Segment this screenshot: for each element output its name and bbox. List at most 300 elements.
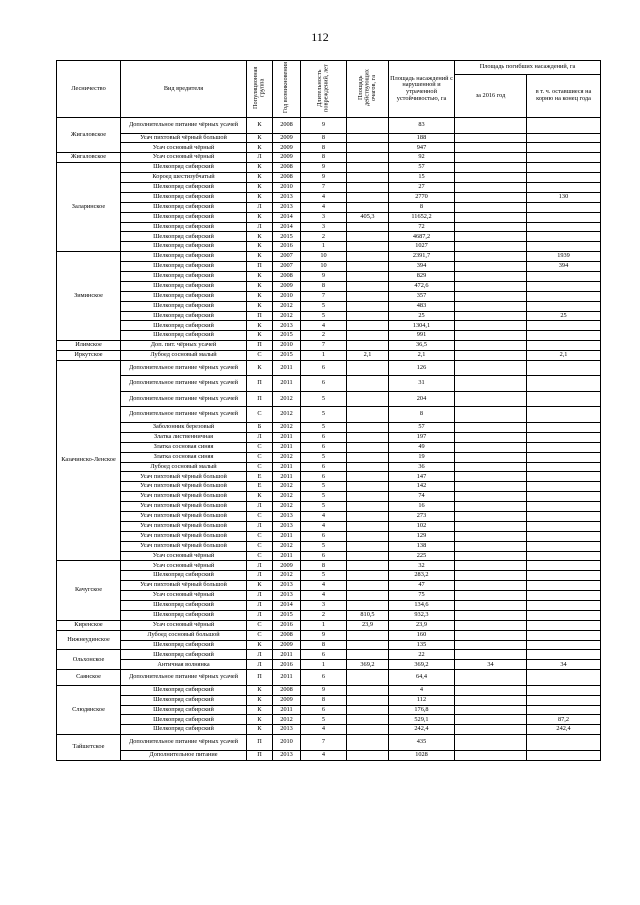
duration-cell: 8 bbox=[301, 640, 347, 650]
duration-cell: 4 bbox=[301, 321, 347, 331]
area-dead-2016-cell bbox=[455, 222, 527, 232]
duration-cell: 6 bbox=[301, 472, 347, 482]
group-cell: К bbox=[247, 321, 273, 331]
year-cell: 2009 bbox=[273, 133, 301, 143]
group-cell: К bbox=[247, 242, 273, 252]
area-active-cell bbox=[347, 561, 389, 571]
duration-cell: 6 bbox=[301, 551, 347, 561]
group-cell: С bbox=[247, 512, 273, 522]
year-cell: 2011 bbox=[273, 531, 301, 541]
page-number: 112 bbox=[311, 30, 329, 44]
year-cell: 2015 bbox=[273, 351, 301, 361]
area-active-cell bbox=[347, 118, 389, 134]
duration-cell: 4 bbox=[301, 750, 347, 760]
header-area-damaged: Площадь насаждений с нарушенной и утраченной устойчивостью, га bbox=[389, 61, 455, 118]
group-cell: Л bbox=[247, 561, 273, 571]
year-cell: 2012 bbox=[273, 541, 301, 551]
pest-cell: Шелкопряд сибирский bbox=[121, 252, 247, 262]
area-dead-remaining-cell bbox=[527, 360, 601, 376]
area-dead-2016-cell bbox=[455, 695, 527, 705]
group-cell: Л bbox=[247, 610, 273, 620]
group-cell: К bbox=[247, 271, 273, 281]
table-row bbox=[57, 512, 601, 522]
area-dead-2016-cell bbox=[455, 192, 527, 202]
year-cell: 2015 bbox=[273, 610, 301, 620]
area-damaged-cell: 75 bbox=[389, 591, 455, 601]
area-dead-2016-cell bbox=[455, 610, 527, 620]
area-active-cell bbox=[347, 143, 389, 153]
pest-cell: Шелкопряд сибирский bbox=[121, 650, 247, 660]
year-cell: 2012 bbox=[273, 452, 301, 462]
area-active-cell bbox=[347, 173, 389, 183]
area-dead-2016-cell bbox=[455, 650, 527, 660]
pest-cell: Шелкопряд сибирский bbox=[121, 331, 247, 341]
area-dead-remaining-cell bbox=[527, 695, 601, 705]
duration-cell: 2 bbox=[301, 331, 347, 341]
table-row bbox=[57, 192, 601, 202]
area-dead-remaining-cell bbox=[527, 301, 601, 311]
table-row bbox=[57, 640, 601, 650]
area-dead-2016-cell bbox=[455, 512, 527, 522]
pest-cell: Усач пихтовый чёрный большой bbox=[121, 581, 247, 591]
duration-cell: 10 bbox=[301, 262, 347, 272]
pest-cell: Усач сосновый чёрный bbox=[121, 143, 247, 153]
area-damaged-cell: 2391,7 bbox=[389, 252, 455, 262]
year-cell: 2010 bbox=[273, 182, 301, 192]
duration-cell: 5 bbox=[301, 407, 347, 423]
area-active-cell: 405,3 bbox=[347, 212, 389, 222]
table-row bbox=[57, 531, 601, 541]
duration-cell: 2 bbox=[301, 610, 347, 620]
duration-cell: 5 bbox=[301, 452, 347, 462]
table-row bbox=[57, 432, 601, 442]
area-dead-remaining-cell bbox=[527, 541, 601, 551]
area-damaged-cell: 22 bbox=[389, 650, 455, 660]
duration-cell: 9 bbox=[301, 163, 347, 173]
area-damaged-cell: 23,9 bbox=[389, 620, 455, 630]
area-dead-remaining-cell bbox=[527, 182, 601, 192]
area-dead-2016-cell bbox=[455, 452, 527, 462]
area-active-cell bbox=[347, 750, 389, 760]
area-dead-2016-cell bbox=[455, 153, 527, 163]
duration-cell: 8 bbox=[301, 561, 347, 571]
table-row bbox=[57, 695, 601, 705]
area-dead-remaining-cell: 1939 bbox=[527, 252, 601, 262]
duration-cell: 5 bbox=[301, 541, 347, 551]
year-cell: 2010 bbox=[273, 735, 301, 751]
pest-cell: Усач пихтовый чёрный большой bbox=[121, 521, 247, 531]
group-cell: П bbox=[247, 376, 273, 392]
area-damaged-cell: 283,2 bbox=[389, 571, 455, 581]
area-active-cell bbox=[347, 376, 389, 392]
area-damaged-cell: 19 bbox=[389, 452, 455, 462]
pest-cell: Шелкопряд сибирский bbox=[121, 192, 247, 202]
area-dead-remaining-cell bbox=[527, 143, 601, 153]
area-dead-remaining-cell bbox=[527, 512, 601, 522]
table-row bbox=[57, 462, 601, 472]
area-dead-remaining-cell bbox=[527, 610, 601, 620]
pest-cell: Дополнительное питание чёрных усачей bbox=[121, 391, 247, 407]
pest-cell: Шелкопряд сибирский bbox=[121, 321, 247, 331]
group-cell: К bbox=[247, 360, 273, 376]
area-active-cell bbox=[347, 630, 389, 640]
area-active-cell bbox=[347, 571, 389, 581]
area-active-cell bbox=[347, 442, 389, 452]
area-dead-2016-cell bbox=[455, 581, 527, 591]
area-damaged-cell: 225 bbox=[389, 551, 455, 561]
area-damaged-cell: 32 bbox=[389, 561, 455, 571]
header-group: Популяционная группа bbox=[247, 61, 273, 118]
group-cell: К bbox=[247, 492, 273, 502]
pest-cell: Усач пихтовый чёрный большой bbox=[121, 133, 247, 143]
area-dead-2016-cell bbox=[455, 551, 527, 561]
pest-cell: Короед шестизубчатый bbox=[121, 173, 247, 183]
area-active-cell bbox=[347, 715, 389, 725]
area-dead-remaining-cell: 394 bbox=[527, 262, 601, 272]
year-cell: 2010 bbox=[273, 291, 301, 301]
duration-cell: 8 bbox=[301, 133, 347, 143]
header-pest: Вид вредителя bbox=[121, 61, 247, 118]
area-active-cell bbox=[347, 301, 389, 311]
table-row bbox=[57, 521, 601, 531]
group-cell: Е bbox=[247, 482, 273, 492]
area-dead-2016-cell bbox=[455, 521, 527, 531]
area-dead-2016-cell bbox=[455, 252, 527, 262]
table-row bbox=[57, 502, 601, 512]
area-dead-2016-cell bbox=[455, 472, 527, 482]
year-cell: 2011 bbox=[273, 360, 301, 376]
table-row bbox=[57, 271, 601, 281]
area-dead-2016-cell bbox=[455, 281, 527, 291]
group-cell: К bbox=[247, 685, 273, 695]
year-cell: 2011 bbox=[273, 705, 301, 715]
area-active-cell bbox=[347, 472, 389, 482]
group-cell: К bbox=[247, 725, 273, 735]
duration-cell: 1 bbox=[301, 620, 347, 630]
area-damaged-cell: 142 bbox=[389, 482, 455, 492]
area-active-cell bbox=[347, 541, 389, 551]
area-dead-remaining-cell bbox=[527, 173, 601, 183]
pest-cell: Шелкопряд сибирский bbox=[121, 202, 247, 212]
table-row bbox=[57, 262, 601, 272]
duration-cell: 3 bbox=[301, 601, 347, 611]
pest-cell: Шелкопряд сибирский bbox=[121, 182, 247, 192]
area-dead-2016-cell bbox=[455, 725, 527, 735]
area-dead-remaining-cell bbox=[527, 331, 601, 341]
area-damaged-cell: 129 bbox=[389, 531, 455, 541]
pest-cell: Шелкопряд сибирский bbox=[121, 262, 247, 272]
area-dead-remaining-cell bbox=[527, 705, 601, 715]
pest-cell: Усач сосновый чёрный bbox=[121, 620, 247, 630]
year-cell: 2012 bbox=[273, 492, 301, 502]
area-dead-2016-cell bbox=[455, 620, 527, 630]
year-cell: 2011 bbox=[273, 442, 301, 452]
area-active-cell: 810,5 bbox=[347, 610, 389, 620]
forestry-cell: Нижнеудинское bbox=[57, 630, 121, 650]
year-cell: 2013 bbox=[273, 512, 301, 522]
area-dead-2016-cell bbox=[455, 561, 527, 571]
area-dead-remaining-cell bbox=[527, 222, 601, 232]
duration-cell: 4 bbox=[301, 512, 347, 522]
area-dead-remaining-cell bbox=[527, 133, 601, 143]
duration-cell: 6 bbox=[301, 670, 347, 686]
group-cell: П bbox=[247, 735, 273, 751]
duration-cell: 4 bbox=[301, 581, 347, 591]
group-cell: С bbox=[247, 407, 273, 423]
area-active-cell bbox=[347, 502, 389, 512]
forestry-cell: Тайшетское bbox=[57, 735, 121, 760]
year-cell: 2013 bbox=[273, 521, 301, 531]
pest-cell: Шелкопряд сибирский bbox=[121, 695, 247, 705]
pest-cell: Усач сосновый чёрный bbox=[121, 153, 247, 163]
area-active-cell bbox=[347, 512, 389, 522]
table-row bbox=[57, 222, 601, 232]
duration-cell: 6 bbox=[301, 360, 347, 376]
duration-cell: 8 bbox=[301, 153, 347, 163]
forestry-cell: Жигаловское bbox=[57, 118, 121, 153]
pest-cell: Златка сосновая синяя bbox=[121, 452, 247, 462]
table-row bbox=[57, 360, 601, 376]
area-dead-2016-cell bbox=[455, 291, 527, 301]
year-cell: 2008 bbox=[273, 118, 301, 134]
duration-cell: 4 bbox=[301, 192, 347, 202]
year-cell: 2007 bbox=[273, 252, 301, 262]
area-dead-2016-cell bbox=[455, 271, 527, 281]
pest-cell: Усач сосновый чёрный bbox=[121, 561, 247, 571]
year-cell: 2010 bbox=[273, 341, 301, 351]
pest-cell: Лубоед сосновый малый bbox=[121, 462, 247, 472]
table-row bbox=[57, 601, 601, 611]
pest-cell: Усач пихтовый чёрный большой bbox=[121, 531, 247, 541]
group-cell: Л bbox=[247, 202, 273, 212]
area-dead-2016-cell bbox=[455, 640, 527, 650]
area-damaged-cell: 25 bbox=[389, 311, 455, 321]
year-cell: 2011 bbox=[273, 432, 301, 442]
duration-cell: 2 bbox=[301, 232, 347, 242]
area-dead-remaining-cell bbox=[527, 432, 601, 442]
area-damaged-cell: 8 bbox=[389, 202, 455, 212]
duration-cell: 3 bbox=[301, 222, 347, 232]
area-dead-remaining-cell bbox=[527, 442, 601, 452]
area-dead-remaining-cell: 25 bbox=[527, 311, 601, 321]
year-cell: 2015 bbox=[273, 331, 301, 341]
group-cell: Л bbox=[247, 571, 273, 581]
group-cell: К bbox=[247, 281, 273, 291]
area-damaged-cell: 2770 bbox=[389, 192, 455, 202]
area-active-cell bbox=[347, 291, 389, 301]
year-cell: 2014 bbox=[273, 212, 301, 222]
year-cell: 2012 bbox=[273, 301, 301, 311]
duration-cell: 1 bbox=[301, 351, 347, 361]
year-cell: 2009 bbox=[273, 640, 301, 650]
duration-cell: 5 bbox=[301, 492, 347, 502]
area-damaged-cell: 4687,2 bbox=[389, 232, 455, 242]
area-dead-2016-cell bbox=[455, 202, 527, 212]
year-cell: 2016 bbox=[273, 242, 301, 252]
duration-cell: 1 bbox=[301, 242, 347, 252]
pest-cell: Усач сосновый чёрный bbox=[121, 591, 247, 601]
duration-cell: 7 bbox=[301, 341, 347, 351]
table-row bbox=[57, 670, 601, 686]
area-dead-2016-cell bbox=[455, 531, 527, 541]
area-dead-remaining-cell bbox=[527, 202, 601, 212]
table-row bbox=[57, 301, 601, 311]
area-dead-2016-cell bbox=[455, 143, 527, 153]
area-dead-remaining-cell bbox=[527, 472, 601, 482]
group-cell: С bbox=[247, 442, 273, 452]
year-cell: 2015 bbox=[273, 232, 301, 242]
area-dead-remaining-cell bbox=[527, 341, 601, 351]
area-dead-2016-cell bbox=[455, 442, 527, 452]
group-cell: Л bbox=[247, 660, 273, 670]
area-dead-2016-cell bbox=[455, 351, 527, 361]
pest-cell: Усач пихтовый чёрный большой bbox=[121, 482, 247, 492]
group-cell: С bbox=[247, 630, 273, 640]
year-cell: 2009 bbox=[273, 143, 301, 153]
area-dead-remaining-cell bbox=[527, 452, 601, 462]
area-active-cell bbox=[347, 452, 389, 462]
year-cell: 2012 bbox=[273, 391, 301, 407]
table-row bbox=[57, 452, 601, 462]
area-dead-remaining-cell bbox=[527, 521, 601, 531]
area-active-cell bbox=[347, 281, 389, 291]
area-damaged-cell: 64,4 bbox=[389, 670, 455, 686]
area-dead-2016-cell bbox=[455, 391, 527, 407]
table-row bbox=[57, 202, 601, 212]
group-cell: К bbox=[247, 291, 273, 301]
area-dead-remaining-cell bbox=[527, 551, 601, 561]
table-row bbox=[57, 482, 601, 492]
group-cell: К bbox=[247, 301, 273, 311]
area-dead-remaining-cell: 130 bbox=[527, 192, 601, 202]
duration-cell: 4 bbox=[301, 521, 347, 531]
area-dead-remaining-cell bbox=[527, 422, 601, 432]
area-active-cell bbox=[347, 192, 389, 202]
year-cell: 2012 bbox=[273, 422, 301, 432]
header-area-dead-remaining: в т. ч. оставшиеся на корню на конец года bbox=[527, 75, 601, 118]
area-active-cell: 369,2 bbox=[347, 660, 389, 670]
duration-cell: 6 bbox=[301, 462, 347, 472]
duration-cell: 5 bbox=[301, 571, 347, 581]
group-cell: К bbox=[247, 163, 273, 173]
area-active-cell bbox=[347, 521, 389, 531]
year-cell: 2013 bbox=[273, 750, 301, 760]
table-row bbox=[57, 725, 601, 735]
duration-cell: 4 bbox=[301, 725, 347, 735]
group-cell: П bbox=[247, 750, 273, 760]
table-row bbox=[57, 685, 601, 695]
header-forestry: Лесничество bbox=[57, 61, 121, 118]
area-dead-remaining-cell bbox=[527, 502, 601, 512]
group-cell: К bbox=[247, 252, 273, 262]
area-dead-2016-cell bbox=[455, 360, 527, 376]
area-active-cell bbox=[347, 422, 389, 432]
area-damaged-cell: 932,3 bbox=[389, 610, 455, 620]
group-cell: С bbox=[247, 452, 273, 462]
group-cell: К bbox=[247, 182, 273, 192]
area-active-cell bbox=[347, 482, 389, 492]
table-row bbox=[57, 351, 601, 361]
area-dead-2016-cell bbox=[455, 432, 527, 442]
forestry-cell: Качугское bbox=[57, 561, 121, 620]
forestry-cell: Казачинско-Ленское bbox=[57, 360, 121, 560]
table-row bbox=[57, 281, 601, 291]
table-row bbox=[57, 391, 601, 407]
duration-cell: 7 bbox=[301, 291, 347, 301]
area-damaged-cell: 242,4 bbox=[389, 725, 455, 735]
forestry-cell: Иркутское bbox=[57, 351, 121, 361]
area-damaged-cell: 357 bbox=[389, 291, 455, 301]
pest-cell: Шелкопряд сибирский bbox=[121, 291, 247, 301]
area-dead-2016-cell bbox=[455, 407, 527, 423]
pest-cell: Шелкопряд сибирский bbox=[121, 685, 247, 695]
area-active-cell bbox=[347, 341, 389, 351]
area-active-cell bbox=[347, 407, 389, 423]
area-dead-remaining-cell bbox=[527, 685, 601, 695]
area-dead-2016-cell bbox=[455, 242, 527, 252]
area-damaged-cell: 102 bbox=[389, 521, 455, 531]
pest-cell: Шелкопряд сибирский bbox=[121, 640, 247, 650]
area-damaged-cell: 394 bbox=[389, 262, 455, 272]
area-dead-remaining-cell bbox=[527, 482, 601, 492]
table-row bbox=[57, 581, 601, 591]
area-active-cell bbox=[347, 670, 389, 686]
table-row bbox=[57, 133, 601, 143]
header-area-active: Площадь действующих очагов, га bbox=[347, 61, 389, 118]
duration-cell: 5 bbox=[301, 301, 347, 311]
year-cell: 2008 bbox=[273, 173, 301, 183]
area-dead-2016-cell bbox=[455, 462, 527, 472]
pest-cell: Дополнительное питание чёрных усачей bbox=[121, 735, 247, 751]
group-cell: К bbox=[247, 192, 273, 202]
table-row bbox=[57, 376, 601, 392]
year-cell: 2008 bbox=[273, 685, 301, 695]
area-dead-remaining-cell bbox=[527, 291, 601, 301]
table-row bbox=[57, 735, 601, 751]
duration-cell: 1 bbox=[301, 660, 347, 670]
area-damaged-cell: 47 bbox=[389, 581, 455, 591]
area-dead-remaining-cell bbox=[527, 271, 601, 281]
group-cell: Л bbox=[247, 650, 273, 660]
area-dead-remaining-cell bbox=[527, 118, 601, 134]
duration-cell: 7 bbox=[301, 735, 347, 751]
area-dead-remaining-cell bbox=[527, 581, 601, 591]
group-cell: К bbox=[247, 212, 273, 222]
area-dead-2016-cell bbox=[455, 670, 527, 686]
pest-cell: Златка сосновая синяя bbox=[121, 442, 247, 452]
year-cell: 2013 bbox=[273, 725, 301, 735]
area-dead-remaining-cell: 87,2 bbox=[527, 715, 601, 725]
table-row bbox=[57, 143, 601, 153]
area-damaged-cell: 4 bbox=[389, 685, 455, 695]
group-cell: Е bbox=[247, 472, 273, 482]
pest-cell: Шелкопряд сибирский bbox=[121, 232, 247, 242]
area-active-cell bbox=[347, 735, 389, 751]
year-cell: 2012 bbox=[273, 311, 301, 321]
area-damaged-cell: 947 bbox=[389, 143, 455, 153]
area-damaged-cell: 204 bbox=[389, 391, 455, 407]
year-cell: 2016 bbox=[273, 620, 301, 630]
group-cell: П bbox=[247, 341, 273, 351]
table-row bbox=[57, 252, 601, 262]
table-row bbox=[57, 291, 601, 301]
duration-cell: 9 bbox=[301, 271, 347, 281]
group-cell: Л bbox=[247, 521, 273, 531]
pest-cell: Дополнительное питание чёрных усачей bbox=[121, 376, 247, 392]
year-cell: 2007 bbox=[273, 262, 301, 272]
year-cell: 2011 bbox=[273, 551, 301, 561]
pest-cell: Дополнительное питание чёрных усачей bbox=[121, 360, 247, 376]
